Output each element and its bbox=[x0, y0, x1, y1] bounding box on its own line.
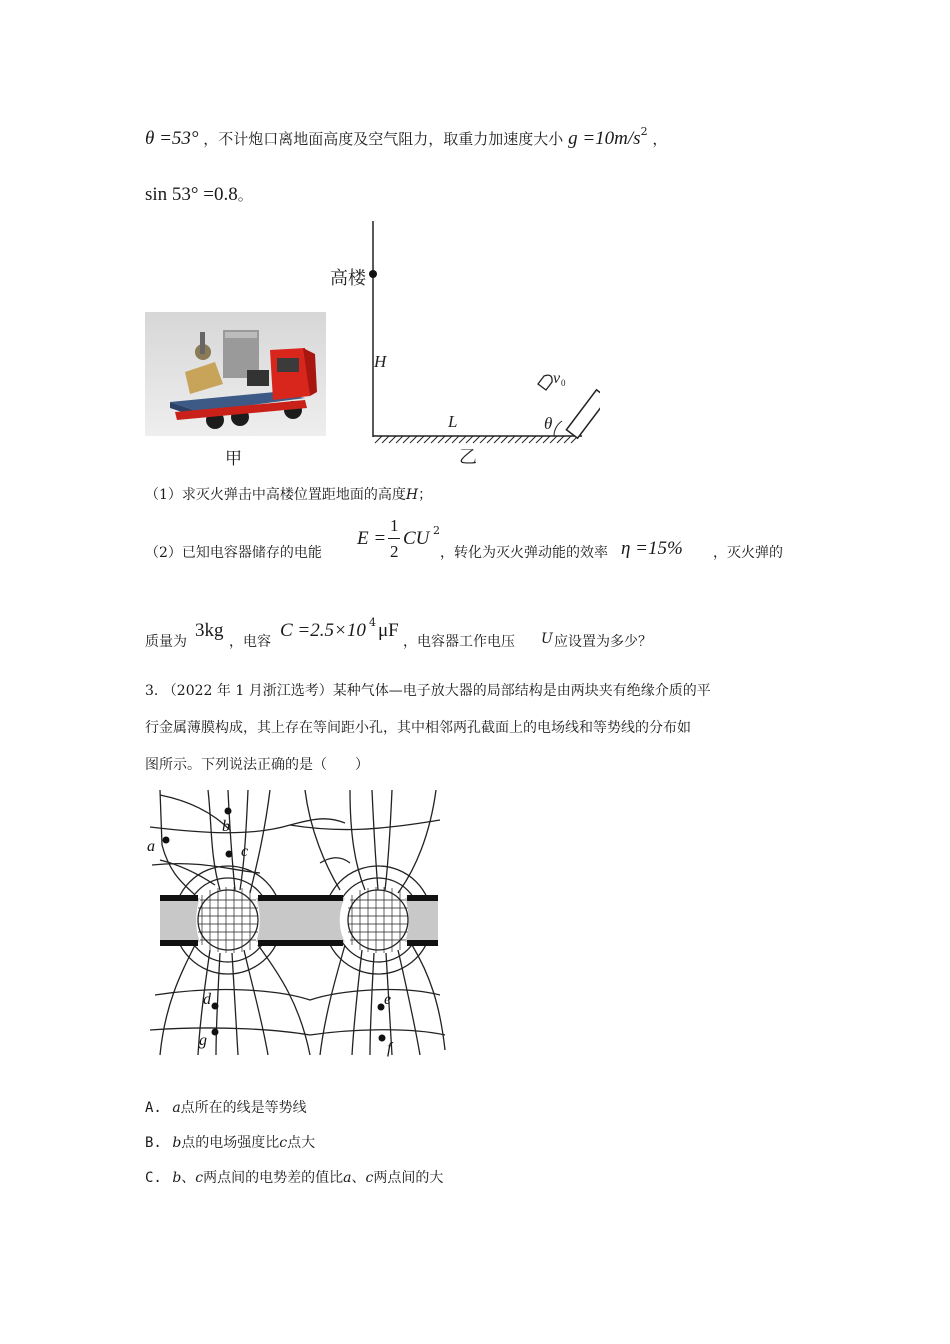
angle-arc bbox=[554, 421, 562, 436]
projectile-diagram bbox=[320, 215, 600, 470]
option-a-label: A. bbox=[145, 1100, 162, 1116]
option-a-var1: a bbox=[172, 1100, 181, 1116]
option-c-text2: 两点间的电势差的值比 bbox=[203, 1170, 344, 1186]
point-a-label: a bbox=[147, 838, 155, 855]
option-c-text4: 两点间的大 bbox=[373, 1170, 444, 1186]
fire-truck-image bbox=[145, 312, 326, 436]
g-expression: g =10m/s bbox=[568, 128, 641, 149]
cannon-barrel bbox=[566, 390, 600, 438]
option-a-text: 点所在的线是等势线 bbox=[180, 1100, 307, 1116]
question-3-line-2: 行金属薄膜构成，其上存在等间距小孔，其中相邻两孔截面上的电场线和等势线的分布如 bbox=[145, 720, 691, 736]
option-b[interactable] bbox=[145, 1132, 315, 1152]
option-c-var4: c bbox=[365, 1170, 374, 1186]
point-b-label: b bbox=[222, 818, 230, 835]
option-b-text2: 点大 bbox=[287, 1135, 316, 1151]
ground-hatch bbox=[375, 436, 578, 443]
projectile-shell bbox=[538, 373, 554, 390]
point-c-label: c bbox=[241, 843, 249, 860]
diagram-caption: 乙 bbox=[459, 447, 477, 467]
q2b-suffix: 应设置为多少？ bbox=[554, 634, 652, 650]
cu-exponent: 2 bbox=[433, 524, 440, 537]
line2-end: 。 bbox=[237, 186, 253, 204]
question-3-line-3: 图所示。下列说法正确的是（ ） bbox=[145, 757, 369, 773]
voltage-var: U bbox=[541, 631, 553, 647]
problem-line-2 bbox=[145, 184, 253, 206]
sin-expression: sin 53° =0.8 bbox=[145, 184, 238, 205]
energy-expression: E = bbox=[357, 528, 387, 549]
height-label: H bbox=[374, 352, 387, 371]
q2-suffix: ，灭火弹的 bbox=[713, 545, 783, 561]
option-b-var1: b bbox=[172, 1135, 182, 1151]
point-d-label: d bbox=[203, 991, 211, 1008]
angle-label: θ bbox=[544, 414, 553, 433]
option-b-text1: 点的电场强度比 bbox=[181, 1135, 280, 1151]
option-c[interactable] bbox=[145, 1167, 443, 1187]
impact-point bbox=[369, 270, 377, 278]
option-c-text1: 、 bbox=[181, 1170, 196, 1186]
option-c-var2: c bbox=[195, 1170, 204, 1186]
fraction-numerator: 1 bbox=[390, 516, 399, 535]
capacitance-expression: C =2.5×10 bbox=[280, 620, 366, 641]
option-c-label: C. bbox=[145, 1170, 162, 1186]
point-g-label: g bbox=[199, 1032, 207, 1049]
projectile-svg bbox=[320, 215, 600, 470]
fraction-denominator: 2 bbox=[390, 542, 399, 561]
point-e-label: e bbox=[384, 991, 392, 1008]
velocity-label: v bbox=[553, 370, 561, 387]
building-label: 高楼 bbox=[330, 268, 366, 288]
line1-text-a: ，不计炮口离地面高度及空气阻力，取重力加速度大小 bbox=[203, 130, 564, 148]
point-f-label: f bbox=[387, 1040, 392, 1057]
mass-value: 3kg bbox=[195, 620, 224, 641]
q1-end: ； bbox=[418, 487, 433, 503]
question-3-line-1: 3. （2022 年 1 月浙江选考）某种气体—电子放大器的局部结构是由两块夹有绝缘介质的平 bbox=[145, 683, 711, 699]
truck-photo bbox=[145, 312, 326, 436]
g-exponent: 2 bbox=[640, 125, 648, 138]
capacitance-unit: μF bbox=[378, 620, 399, 641]
theta-expression: θ =53° bbox=[145, 128, 199, 149]
problem-line-1 bbox=[145, 125, 668, 150]
q2b-mid: ，电容 bbox=[229, 634, 271, 650]
efficiency-expression: η =15% bbox=[621, 538, 683, 559]
q2b-mid2: ，电容器工作电压 bbox=[403, 634, 515, 650]
field-lines-svg bbox=[140, 785, 450, 1065]
photo-caption: 甲 bbox=[225, 449, 242, 469]
cu-expression: CU bbox=[403, 528, 430, 549]
q2-prefix: （2）已知电容器储存的电能 bbox=[145, 545, 322, 561]
q2-mid: ，转化为灭火弹动能的效率 bbox=[440, 545, 608, 561]
capacitance-exponent: 4 bbox=[369, 616, 376, 629]
line1-text-b: ， bbox=[652, 130, 668, 148]
option-c-text3: 、 bbox=[351, 1170, 366, 1186]
option-c-var1: b bbox=[172, 1170, 182, 1186]
q2b-prefix: 质量为 bbox=[145, 634, 187, 650]
velocity-subscript: 0 bbox=[561, 378, 566, 388]
q1-var: H bbox=[405, 487, 419, 503]
distance-label: L bbox=[448, 412, 458, 431]
field-diagram bbox=[140, 785, 450, 1065]
option-c-var3: a bbox=[343, 1170, 352, 1186]
question-1 bbox=[145, 484, 432, 504]
option-a[interactable] bbox=[145, 1097, 307, 1117]
option-b-label: B. bbox=[145, 1135, 162, 1151]
option-b-var2: c bbox=[279, 1135, 288, 1151]
q1-text: （1）求灭火弹击中高楼位置距地面的高度 bbox=[145, 487, 406, 503]
fraction-bar bbox=[388, 538, 400, 539]
